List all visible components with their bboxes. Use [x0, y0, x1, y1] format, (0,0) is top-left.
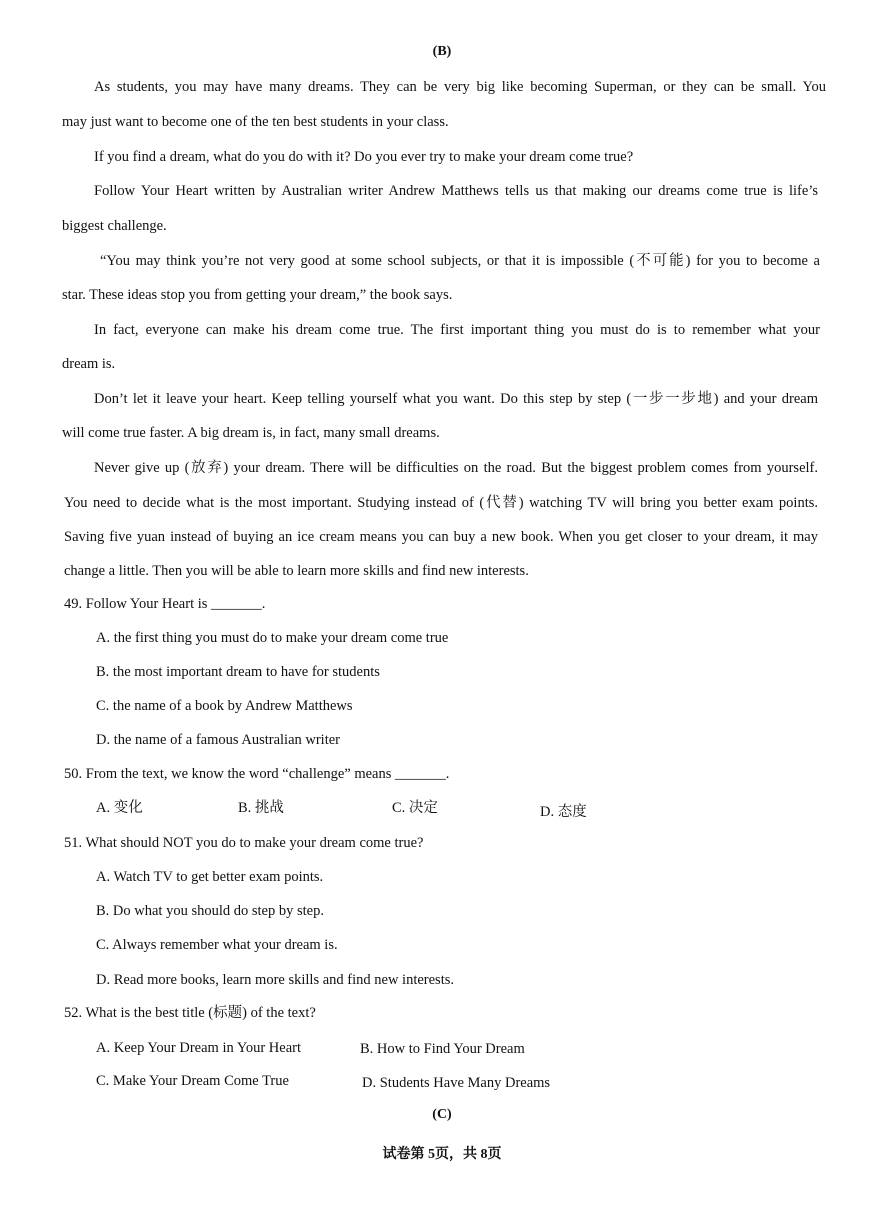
passage-line: Never give up (放弃) your dream. There will be difficulties on the road. But the biggest problem comes from yourself. — [94, 460, 818, 476]
section-b-heading: (B) — [432, 44, 452, 59]
passage-line: If you find a dream, what do you do with it? Do you ever try to make your dream come true? — [94, 149, 634, 165]
page-footer: 试卷第 5页，共 8页 — [382, 1147, 502, 1162]
passage-line: As students, you may have many dreams. They can be very big like becoming Superman, or they can be small. You — [94, 79, 826, 95]
question-52-option-a: A. Keep Your Dream in Your Heart — [96, 1040, 301, 1056]
question-51-option-c: C. Always remember what your dream is. — [96, 937, 338, 953]
question-51-option-a: A. Watch TV to get better exam points. — [96, 869, 324, 885]
question-49-option-d: D. the name of a famous Australian writer — [96, 732, 341, 748]
passage-line: Follow Your Heart written by Australian writer Andrew Matthews tells us that making our dreams come true is life’s — [94, 183, 818, 199]
passage-line: star. These ideas stop you from getting your dream,” the book says. — [62, 287, 453, 303]
passage-line: change a little. Then you will be able to learn more skills and find new interests. — [64, 563, 529, 579]
passage-line: will come true faster. A big dream is, in fact, many small dreams. — [62, 425, 440, 441]
passage-line: Don’t let it leave your heart. Keep telling yourself what you want. Do this step by step (一步一步地) and your dream — [94, 391, 818, 407]
passage-line: “You may think you’re not very good at some school subjects, or that it is impossible (不可能) for you to become a — [100, 253, 820, 269]
question-51-option-b: B. Do what you should do step by step. — [96, 903, 324, 919]
question-52-option-d: D. Students Have Many Dreams — [362, 1075, 551, 1091]
question-49-option-c: C. the name of a book by Andrew Matthews — [96, 698, 353, 714]
question-51-stem: 51. What should NOT you do to make your dream come true? — [64, 835, 424, 851]
question-50-option-d: D. 态度 — [540, 804, 587, 820]
question-52-stem: 52. What is the best title (标题) of the text? — [64, 1005, 316, 1021]
passage-line: Saving five yuan instead of buying an ice cream means you can buy a new book. When you get closer to your dream, it may — [64, 529, 818, 545]
question-50-option-b: B. 挑战 — [238, 800, 284, 816]
passage-line: biggest challenge. — [62, 218, 167, 234]
question-49-option-a: A. the first thing you must do to make your dream come true — [96, 630, 449, 646]
question-50-stem: 50. From the text, we know the word “challenge” means _______. — [64, 766, 450, 782]
passage-line: may just want to become one of the ten best students in your class. — [62, 114, 449, 130]
question-50-option-a: A. 变化 — [96, 800, 143, 816]
question-52-option-b: B. How to Find Your Dream — [360, 1041, 525, 1057]
passage-line: dream is. — [62, 356, 116, 372]
question-50-option-c: C. 决定 — [392, 800, 438, 816]
question-49-option-b: B. the most important dream to have for students — [96, 664, 380, 680]
section-c-heading: (C) — [432, 1107, 452, 1122]
passage-line: You need to decide what is the most important. Studying instead of (代替) watching TV will bring you better exam points. — [64, 495, 818, 511]
question-49-stem: 49. Follow Your Heart is _______. — [64, 596, 266, 612]
passage-line: In fact, everyone can make his dream come true. The first important thing you must do is to remember what your — [94, 322, 820, 338]
question-51-option-d: D. Read more books, learn more skills and find new interests. — [96, 972, 454, 988]
question-52-option-c: C. Make Your Dream Come True — [96, 1073, 289, 1089]
